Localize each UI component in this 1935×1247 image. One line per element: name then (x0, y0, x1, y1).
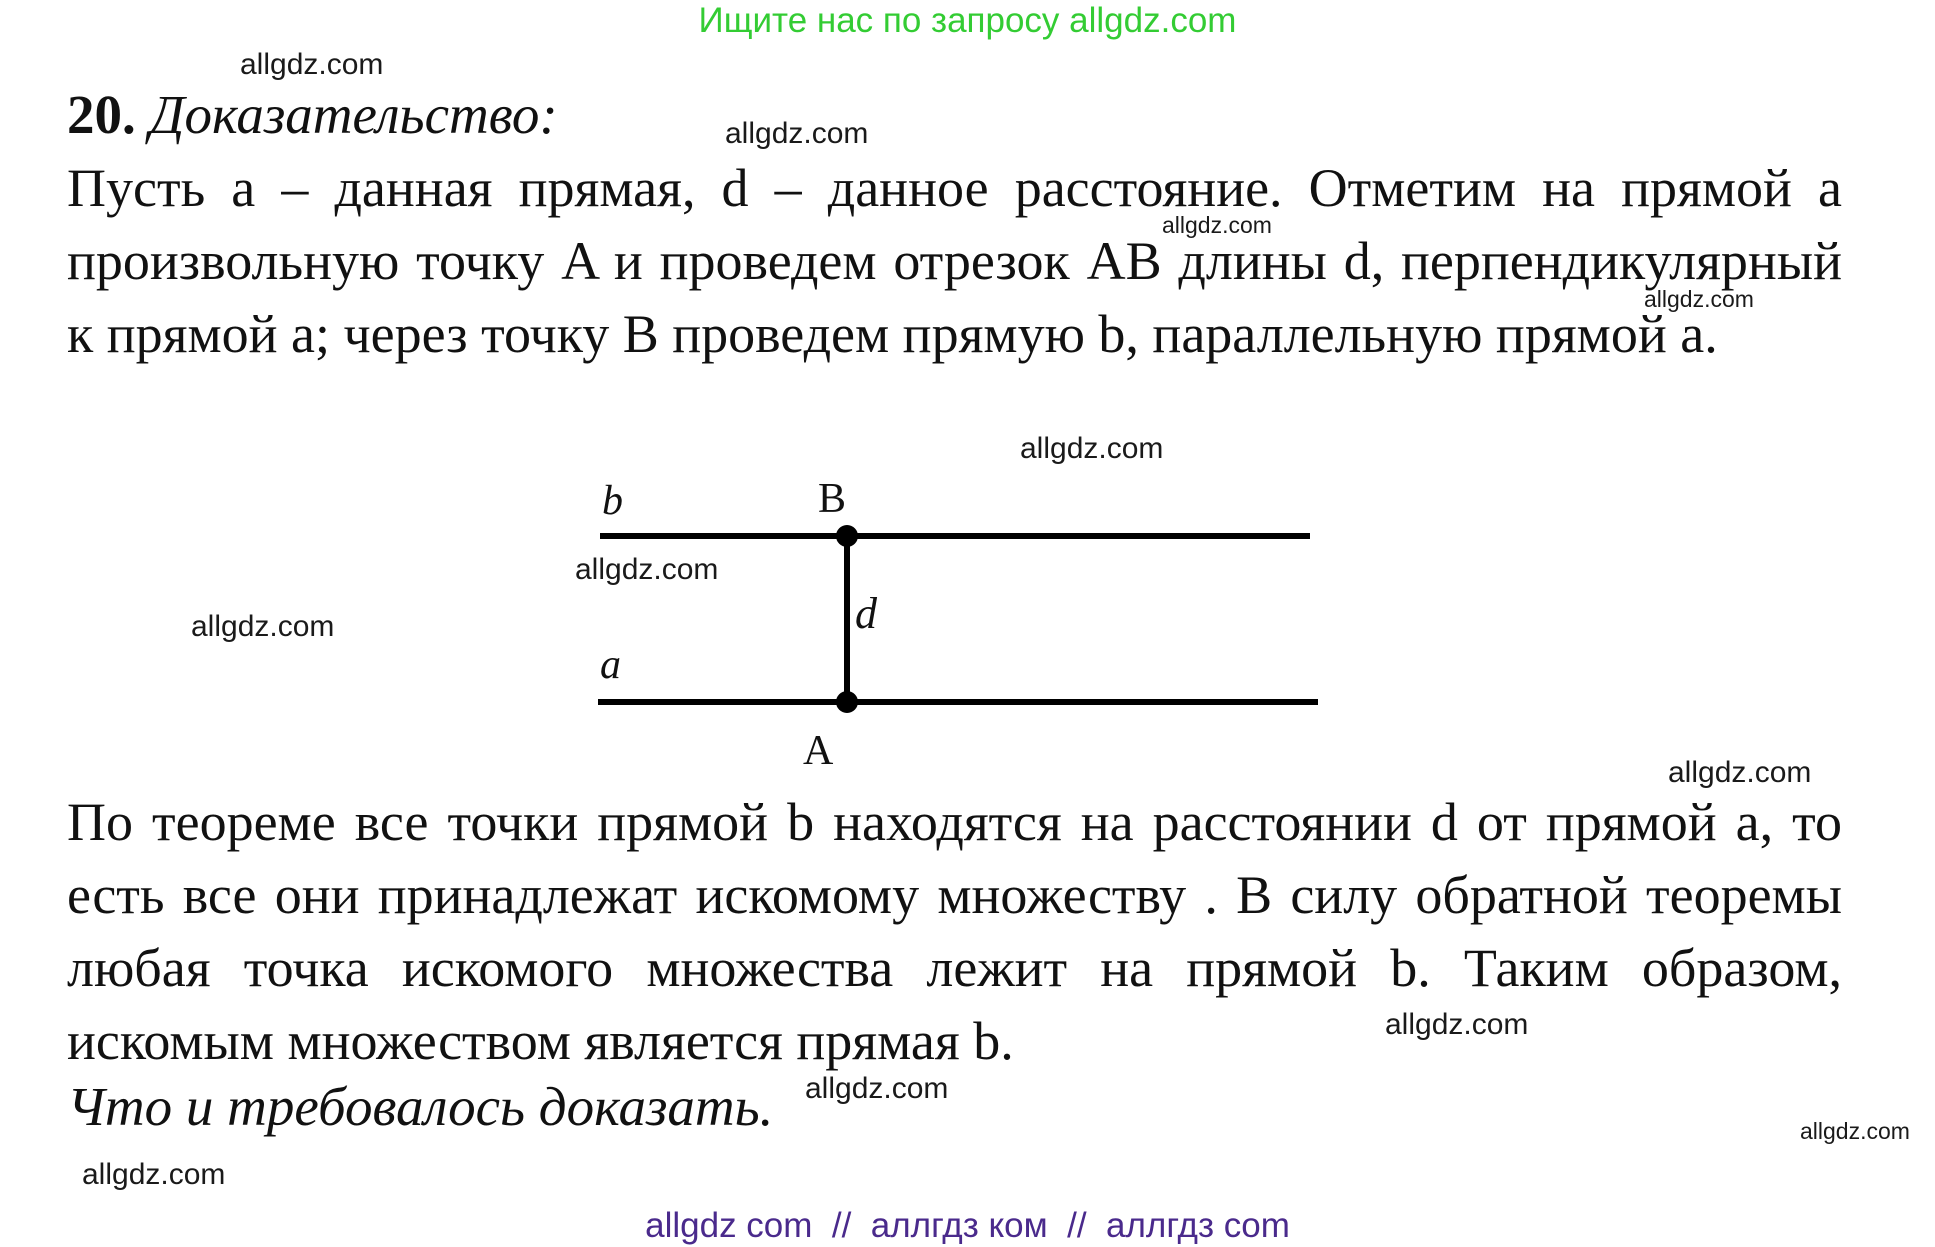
watermark: allgdz.com (1644, 286, 1754, 312)
watermark: allgdz.com (575, 553, 719, 586)
label-line-b: b (602, 478, 623, 524)
paragraph-proof: По теореме все точки прямой b находятся на расстоянии d от прямой a, то есть все они принадлежат искомому множеству . В силу обратной теоремы любая точка искомого множества лежит на прямой b. Таким образом, искомым множеством является прямая b. (67, 792, 1842, 1071)
watermark: allgdz.com (82, 1158, 226, 1191)
construction-figure (590, 470, 1320, 770)
task-title: Доказательство: (149, 84, 558, 145)
task-heading (67, 82, 558, 148)
task-number: 20. (67, 84, 136, 145)
watermark: allgdz.com (1800, 1118, 1910, 1144)
watermark: allgdz.com (240, 48, 384, 81)
label-point-a: A (803, 728, 834, 770)
watermark: allgdz.com (725, 117, 869, 150)
watermark: allgdz.com (1385, 1008, 1529, 1041)
paragraph-construction: Пусть a – данная прямая, d – данное расстояние. Отметим на прямой a произвольную точку A и проведем отрезок AB длины d, перпендикулярный к прямой a; через точку B проведем прямую b, параллельную прямой a. (67, 158, 1842, 364)
footer-links[interactable]: allgdz com // аллгдз ком // аллгдз com (645, 1206, 1290, 1245)
watermark: allgdz.com (191, 610, 335, 643)
point-b (836, 525, 858, 547)
label-segment-d: d (855, 589, 877, 638)
label-line-a: a (600, 642, 621, 688)
label-point-b: B (818, 476, 847, 522)
conclusion-text: Что и требовалось доказать. (67, 1076, 774, 1137)
watermark: allgdz.com (1162, 212, 1272, 238)
top-banner[interactable]: Ищите нас по запросу allgdz.com (698, 1, 1237, 40)
watermark: allgdz.com (805, 1072, 949, 1105)
watermark: allgdz.com (1020, 432, 1164, 465)
watermark: allgdz.com (1668, 756, 1812, 789)
point-a (836, 691, 858, 713)
